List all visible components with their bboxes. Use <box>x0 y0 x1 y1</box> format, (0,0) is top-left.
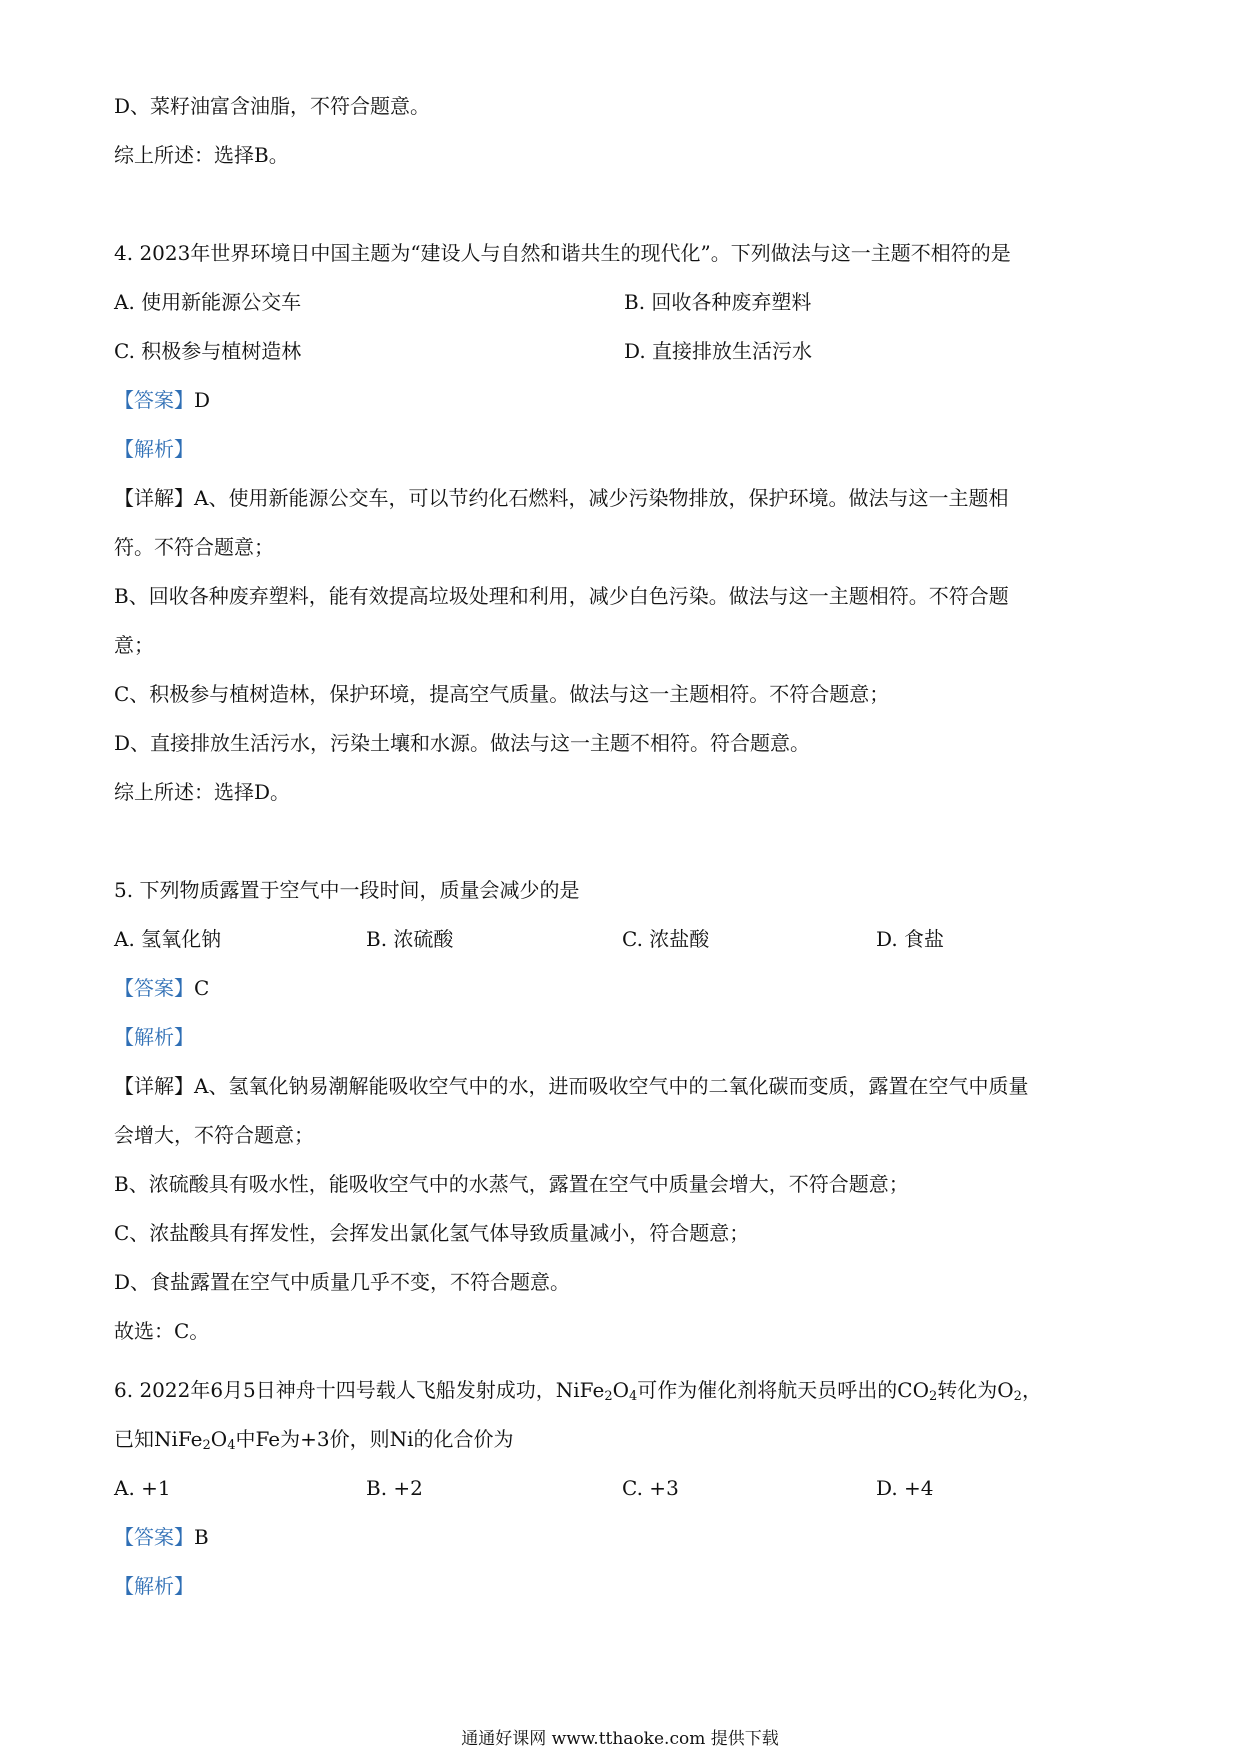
subscript: 2 <box>604 1389 613 1404</box>
q4-option-b: B. 回收各种废弃塑料 <box>624 290 812 314</box>
q6-stem-line2 <box>114 1425 513 1453</box>
q4-option-c: C. 积极参与植树造林 <box>114 339 302 363</box>
q5-detail-a2: 会增大，不符合题意； <box>114 1123 314 1147</box>
text: O <box>210 1427 228 1451</box>
detail-label: 【详解】 <box>114 486 194 510</box>
q6-option-a: A. +1 <box>114 1476 171 1500</box>
answer-label: 【答案】 <box>114 976 194 1000</box>
subscript: 4 <box>629 1389 638 1404</box>
text: 可作为催化剂将航天员呼出的CO <box>637 1378 929 1402</box>
q4-detail-d: D、直接排放生活污水，污染土壤和水源。做法与这一主题不相符。符合题意。 <box>114 731 811 755</box>
q6-option-b: B. +2 <box>366 1476 423 1500</box>
text: 6. 2022年6月5日神舟十四号载人飞船发射成功，NiFe <box>114 1378 605 1402</box>
q5-option-d: D. 食盐 <box>876 927 945 951</box>
subscript: 2 <box>1013 1389 1022 1404</box>
answer-label: 【答案】 <box>114 1525 194 1549</box>
q6-stem-line1 <box>114 1376 1042 1404</box>
q4-option-a: A. 使用新能源公交车 <box>114 290 302 314</box>
q4-summary: 综上所述：选择D。 <box>114 780 291 804</box>
q4-detail-a1 <box>114 484 1008 512</box>
q5-option-c: C. 浓盐酸 <box>622 927 710 951</box>
text: 已知NiFe <box>114 1427 203 1451</box>
text: ， <box>1021 1378 1042 1402</box>
prev-option-d-analysis: D、菜籽油富含油脂，不符合题意。 <box>114 94 431 118</box>
q5-stem: 5. 下列物质露置于空气中一段时间，质量会减少的是 <box>114 878 580 902</box>
text: 中Fe为+3价，则Ni的化合价为 <box>235 1427 514 1451</box>
q4-detail-b1: B、回收各种废弃塑料，能有效提高垃圾处理和利用，减少白色污染。做法与这一主题相符。不符合题 <box>114 584 1009 608</box>
q5-analysis-label: 【解析】 <box>114 1025 194 1049</box>
answer-label: 【答案】 <box>114 388 194 412</box>
q4-detail-b2: 意； <box>114 633 154 657</box>
q6-answer <box>114 1523 209 1551</box>
answer-value: B <box>194 1525 209 1549</box>
q4-stem: 4. 2023年世界环境日中国主题为“建设人与自然和谐共生的现代化”。下列做法与这一主题不相符的是 <box>114 241 1011 265</box>
q6-analysis-label: 【解析】 <box>114 1574 194 1598</box>
text: O <box>612 1378 629 1402</box>
subscript: 2 <box>928 1389 938 1404</box>
subscript: 2 <box>202 1438 211 1453</box>
q5-detail-b: B、浓硫酸具有吸水性，能吸收空气中的水蒸气，露置在空气中质量会增大，不符合题意； <box>114 1172 909 1196</box>
detail-text: A、氢氧化钠易潮解能吸收空气中的水，进而吸收空气中的二氧化碳而变质，露置在空气中质量 <box>194 1074 1029 1098</box>
q4-analysis-label: 【解析】 <box>114 437 194 461</box>
q5-detail-c: C、浓盐酸具有挥发性，会挥发出氯化氢气体导致质量减小，符合题意； <box>114 1221 750 1245</box>
text: 转化为O <box>937 1378 1014 1402</box>
q6-option-c: C. +3 <box>622 1476 679 1500</box>
q4-detail-a2: 符。不符合题意； <box>114 535 274 559</box>
q4-option-d: D. 直接排放生活污水 <box>624 339 813 363</box>
q5-option-b: B. 浓硫酸 <box>366 927 454 951</box>
q6-option-d: D. +4 <box>876 1476 934 1500</box>
detail-label: 【详解】 <box>114 1074 194 1098</box>
footer-watermark: 通通好课网 www.tthaoke.com 提供下载 <box>461 1729 779 1749</box>
q5-answer <box>114 974 209 1002</box>
q4-answer <box>114 386 210 414</box>
q5-detail-d: D、食盐露置在空气中质量几乎不变，不符合题意。 <box>114 1270 571 1294</box>
q5-option-a: A. 氢氧化钠 <box>114 927 222 951</box>
detail-text: A、使用新能源公交车，可以节约化石燃料，减少污染物排放，保护环境。做法与这一主题相 <box>194 486 1009 510</box>
q4-detail-c: C、积极参与植树造林，保护环境，提高空气质量。做法与这一主题相符。不符合题意； <box>114 682 890 706</box>
answer-value: D <box>194 388 211 412</box>
q5-detail-a1 <box>114 1072 1028 1100</box>
answer-value: C <box>194 976 210 1000</box>
subscript: 4 <box>227 1438 236 1453</box>
q5-summary: 故选：C。 <box>114 1319 210 1343</box>
prev-summary: 综上所述：选择B。 <box>114 143 289 167</box>
